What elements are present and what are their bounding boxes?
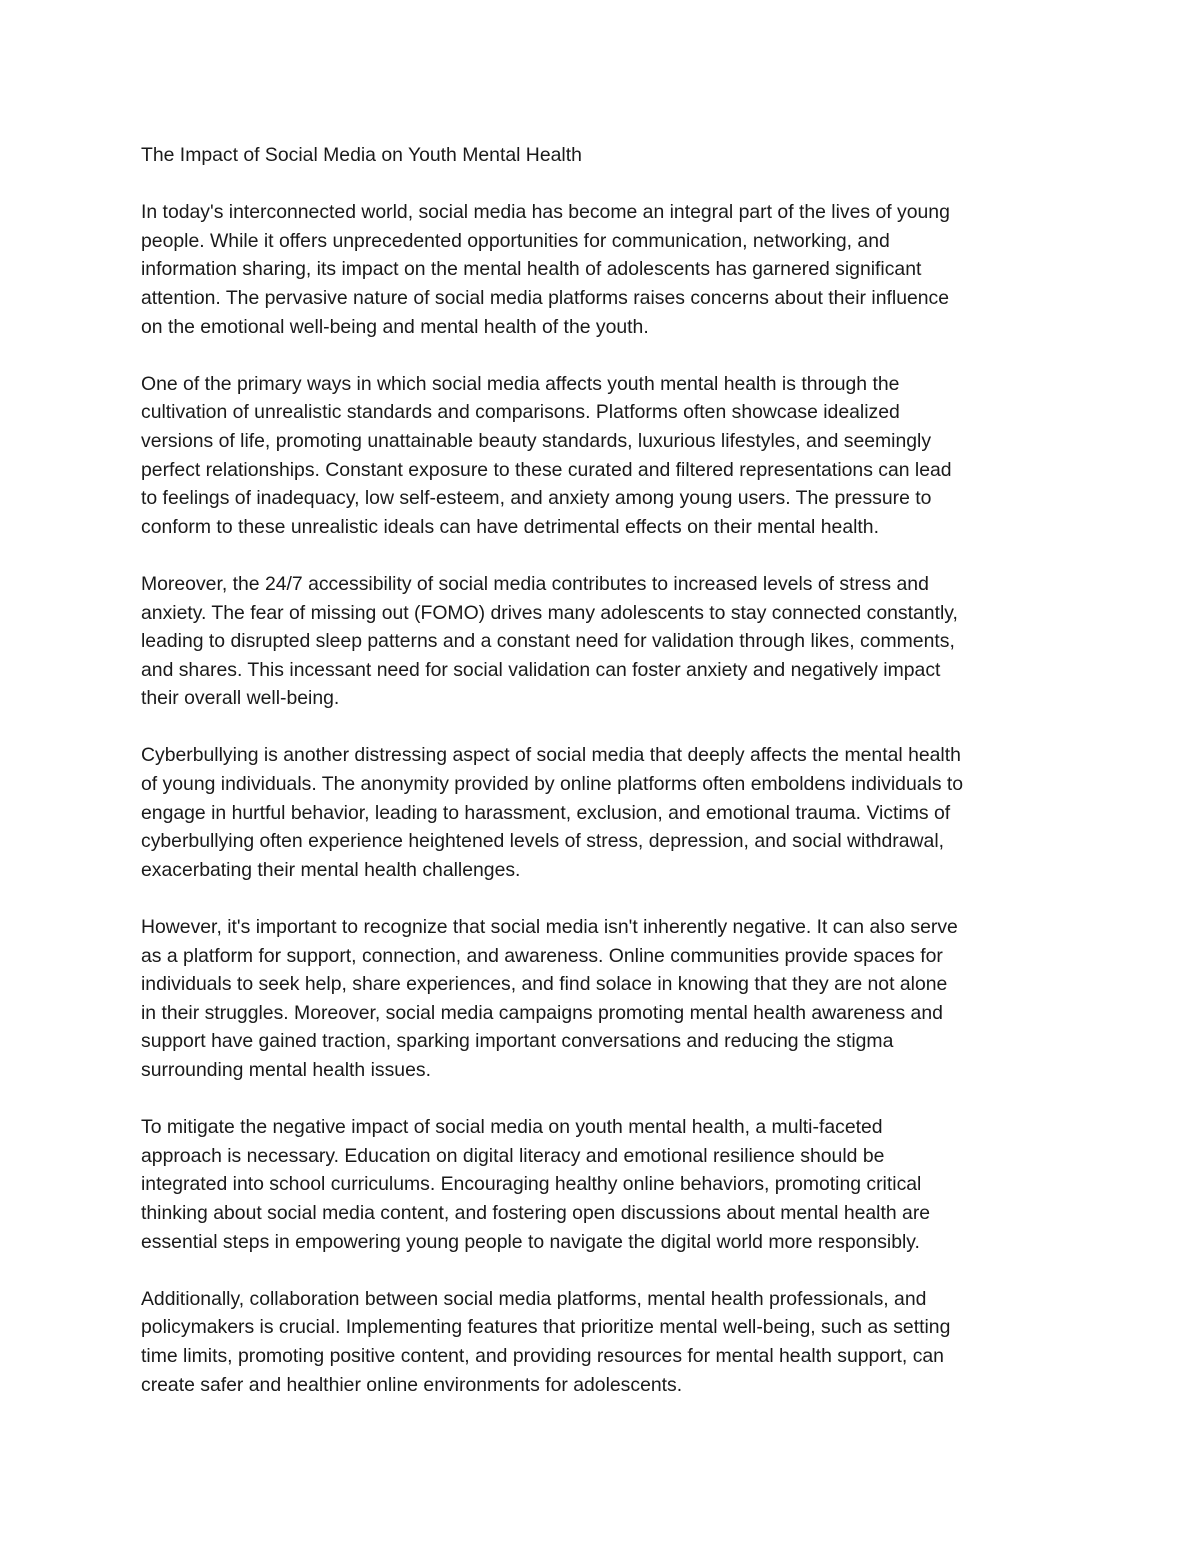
paragraph-line: perfect relationships. Constant exposure to these curated and filtered representations can lead <box>141 458 952 481</box>
paragraph-line: cyberbullying often experience heightened levels of stress, depression, and social withdrawal, <box>141 830 945 853</box>
paragraph-positive-aspects <box>141 913 1066 1085</box>
paragraph-line: cultivation of unrealistic standards and comparisons. Platforms often showcase idealized <box>141 401 900 424</box>
paragraph-intro <box>141 198 1066 341</box>
paragraph-line: individuals to seek help, share experiences, and find solace in knowing that they are not alone <box>141 973 948 996</box>
paragraph-line: versions of life, promoting unattainable beauty standards, luxurious lifestyles, and seemingly <box>141 429 932 452</box>
paragraph-line: attention. The pervasive nature of social media platforms raises concerns about their influence <box>141 286 950 309</box>
paragraph-line: time limits, promoting positive content, and providing resources for mental health support, can <box>141 1344 944 1367</box>
paragraph-line: To mitigate the negative impact of social media on youth mental health, a multi-faceted <box>141 1116 883 1139</box>
paragraph-collaboration <box>141 1285 1066 1399</box>
paragraph-line: surrounding mental health issues. <box>141 1059 431 1081</box>
paragraph-line: their overall well-being. <box>141 687 340 710</box>
paragraph-line: thinking about social media content, and fostering open discussions about mental health are <box>141 1201 931 1224</box>
paragraph-line: on the emotional well-being and mental health of the youth. <box>141 315 649 338</box>
paragraph-line: approach is necessary. Education on digital literacy and emotional resilience should be <box>141 1144 885 1167</box>
paragraph-line: in their struggles. Moreover, social media campaigns promoting mental health awareness and <box>141 1001 943 1024</box>
paragraph-line: Cyberbullying is another distressing aspect of social media that deeply affects the mental health <box>141 744 961 767</box>
paragraph-line: create safer and healthier online environments for adolescents. <box>141 1373 683 1396</box>
paragraph-line: integrated into school curriculums. Encouraging healthy online behaviors, promoting critical <box>141 1173 922 1196</box>
paragraph-line: to feelings of inadequacy, low self-esteem, and anxiety among young users. The pressure to <box>141 487 932 510</box>
paragraph-line: engage in hurtful behavior, leading to harassment, exclusion, and emotional trauma. Victims of <box>141 801 951 824</box>
paragraph-line: Additionally, collaboration between social media platforms, mental health professionals, and <box>141 1287 927 1310</box>
paragraph-line: policymakers is crucial. Implementing features that prioritize mental well-being, such as setting <box>141 1316 951 1339</box>
paragraph-line: and shares. This incessant need for social validation can foster anxiety and negatively impact <box>141 658 941 681</box>
paragraph-line: Moreover, the 24/7 accessibility of social media contributes to increased levels of stress and <box>141 572 929 595</box>
paragraph-line: exacerbating their mental health challenges. <box>141 858 521 881</box>
paragraph-line: information sharing, its impact on the mental health of adolescents has garnered significant <box>141 258 922 281</box>
paragraph-line: One of the primary ways in which social media affects youth mental health is through the <box>141 372 900 395</box>
document-body <box>141 141 1066 1428</box>
paragraph-line: However, it's important to recognize that social media isn't inherently negative. It can also serve <box>141 916 958 939</box>
paragraph-line: support have gained traction, sparking important conversations and reducing the stigma <box>141 1030 894 1053</box>
paragraph-line: as a platform for support, connection, and awareness. Online communities provide spaces for <box>141 944 943 967</box>
paragraph-line: of young individuals. The anonymity provided by online platforms often emboldens individuals to <box>141 773 964 796</box>
paragraph-accessibility-stress <box>141 570 1066 713</box>
paragraph-mitigation <box>141 1113 1066 1256</box>
paragraph-line: anxiety. The fear of missing out (FOMO) drives many adolescents to stay connected constantly, <box>141 601 958 624</box>
paragraph-line: people. While it offers unprecedented opportunities for communication, networking, and <box>141 229 890 252</box>
document-title: The Impact of Social Media on Youth Mental Health <box>141 144 582 166</box>
paragraph-cyberbullying <box>141 741 1066 884</box>
paragraph-unrealistic-standards <box>141 370 1066 542</box>
paragraph-line: In today's interconnected world, social media has become an integral part of the lives of young <box>141 201 950 224</box>
paragraph-line: conform to these unrealistic ideals can have detrimental effects on their mental health. <box>141 515 879 538</box>
paragraph-line: essential steps in empowering young people to navigate the digital world more responsibly. <box>141 1230 920 1253</box>
paragraph-line: leading to disrupted sleep patterns and a constant need for validation through likes, comments, <box>141 630 955 653</box>
